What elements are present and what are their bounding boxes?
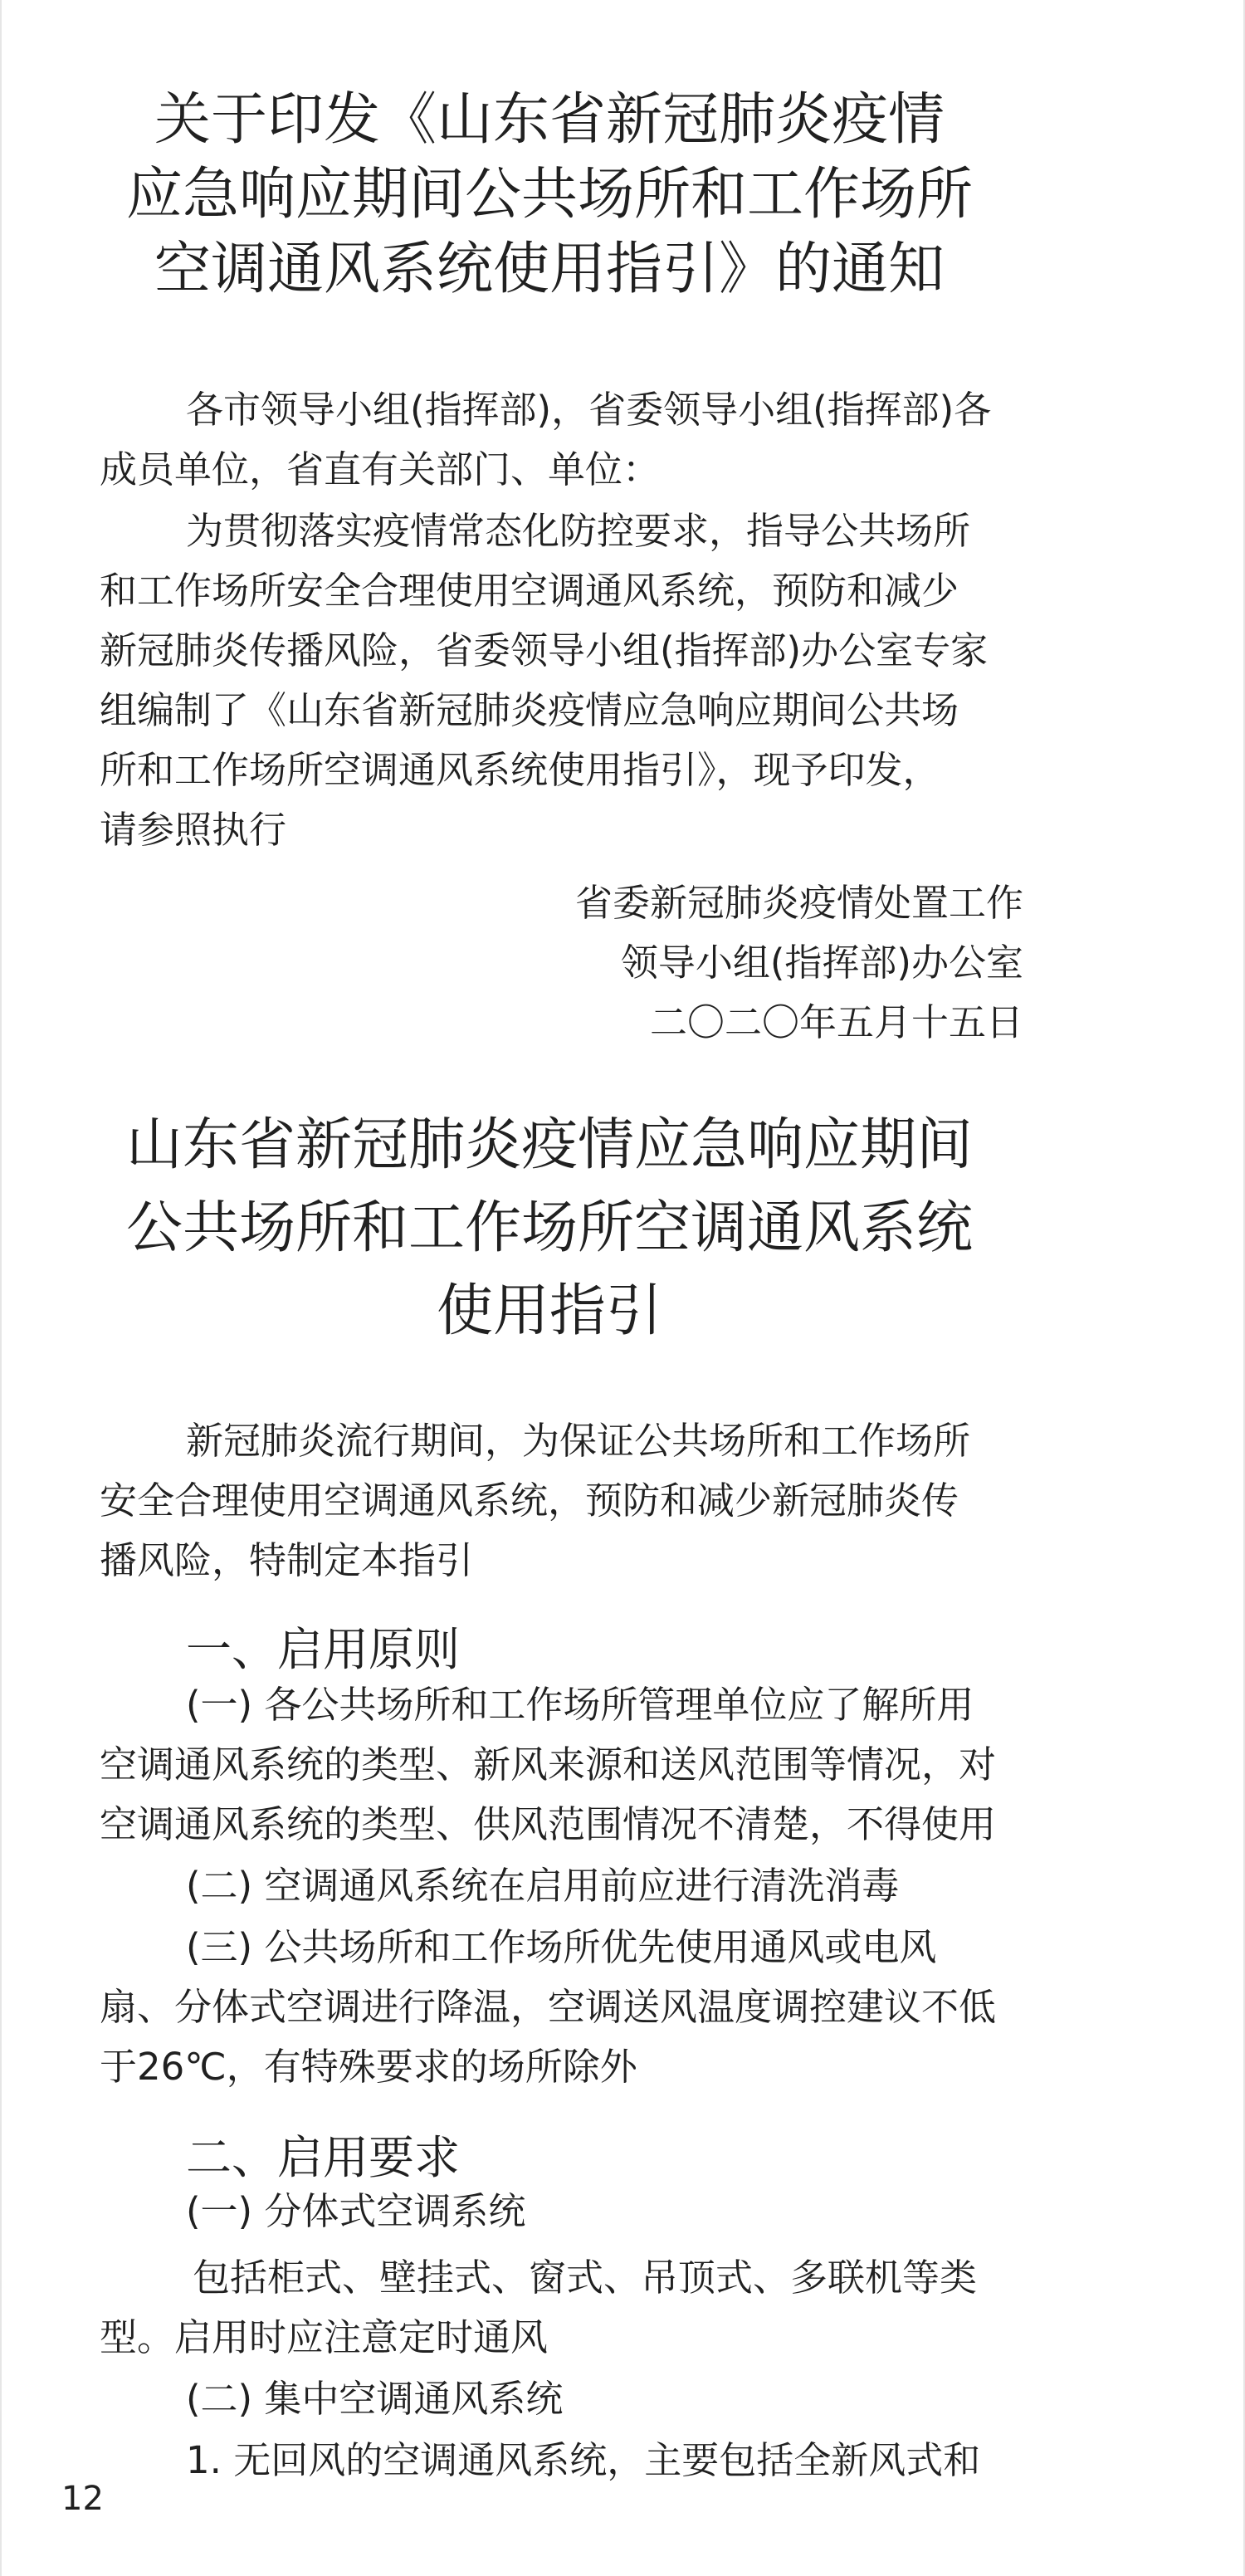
section-1-line-2: 空调通风系统的类型、新风来源和送风范围等情况，对 bbox=[100, 1743, 997, 1787]
section-1-line-5: (三) 公共场所和工作场所优先使用通风或电风 bbox=[186, 1925, 937, 1969]
section-2-line-5: 1. 无回风的空调通风系统，主要包括全新风式和 bbox=[186, 2438, 981, 2482]
section-2-line-4: (二) 集中空调通风系统 bbox=[186, 2377, 564, 2421]
guide-intro-line-3: 播风险，特制定本指引 bbox=[100, 1538, 474, 1582]
notice-body-line-6: 请参照执行 bbox=[100, 808, 287, 852]
guide-title-line-1: 山东省新冠肺炎疫情应急响应期间 bbox=[125, 1112, 973, 1178]
section-1-line-6: 扇、分体式空调进行降温，空调送风温度调控建议不低 bbox=[100, 1985, 997, 2029]
notice-body-line-2: 和工作场所安全合理使用空调通风系统，预防和减少 bbox=[100, 569, 959, 613]
section-2-heading: 二、启用要求 bbox=[186, 2131, 461, 2184]
guide-intro-line-2: 安全合理使用空调通风系统，预防和减少新冠肺炎传 bbox=[100, 1479, 959, 1523]
section-2-line-1: (一) 分体式空调系统 bbox=[186, 2189, 526, 2233]
section-1-line-1: (一) 各公共场所和工作场所管理单位应了解所用 bbox=[186, 1683, 974, 1727]
salutation-line-1: 各市领导小组(指挥部)，省委领导小组(指挥部)各 bbox=[186, 388, 992, 432]
guide-title-line-3: 使用指引 bbox=[436, 1278, 662, 1344]
signature-line-1: 省委新冠肺炎疫情处置工作 bbox=[574, 881, 1023, 925]
page-number: 12 bbox=[61, 2480, 104, 2518]
notice-body-line-3: 新冠肺炎传播风险，省委领导小组(指挥部)办公室专家 bbox=[100, 628, 989, 672]
notice-body-line-1: 为贯彻落实疫情常态化防控要求，指导公共场所 bbox=[186, 509, 971, 553]
section-2-line-2: 包括柜式、壁挂式、窗式、吊顶式、多联机等类 bbox=[193, 2256, 978, 2300]
notice-body-line-4: 组编制了《山东省新冠肺炎疫情应急响应期间公共场 bbox=[100, 688, 959, 732]
signature-line-2: 领导小组(指挥部)办公室 bbox=[620, 941, 1023, 985]
notice-title-line-2: 应急响应期间公共场所和工作场所 bbox=[125, 162, 973, 227]
guide-intro-line-1: 新冠肺炎流行期间，为保证公共场所和工作场所 bbox=[186, 1419, 971, 1463]
section-2-line-3: 型。启用时应注意定时通风 bbox=[100, 2315, 549, 2359]
notice-body-line-5: 所和工作场所空调通风系统使用指引》，现予印发， bbox=[100, 748, 940, 792]
salutation-line-2: 成员单位，省直有关部门、单位： bbox=[100, 447, 661, 491]
notice-title-line-1: 关于印发《山东省新冠肺炎疫情 bbox=[154, 87, 945, 153]
section-1-line-4: (二) 空调通风系统在启用前应进行清洗消毒 bbox=[186, 1864, 900, 1908]
section-1-line-3: 空调通风系统的类型、供风范围情况不清楚，不得使用 bbox=[100, 1802, 997, 1846]
guide-title-line-2: 公共场所和工作场所空调通风系统 bbox=[125, 1195, 973, 1261]
section-1-line-7: 于26℃，有特殊要求的场所除外 bbox=[100, 2045, 637, 2089]
section-1-heading: 一、启用原则 bbox=[186, 1623, 461, 1676]
notice-title-line-3: 空调通风系统使用指引》的通知 bbox=[154, 237, 945, 302]
signature-date: 二〇二〇年五月十五日 bbox=[649, 1000, 1023, 1044]
